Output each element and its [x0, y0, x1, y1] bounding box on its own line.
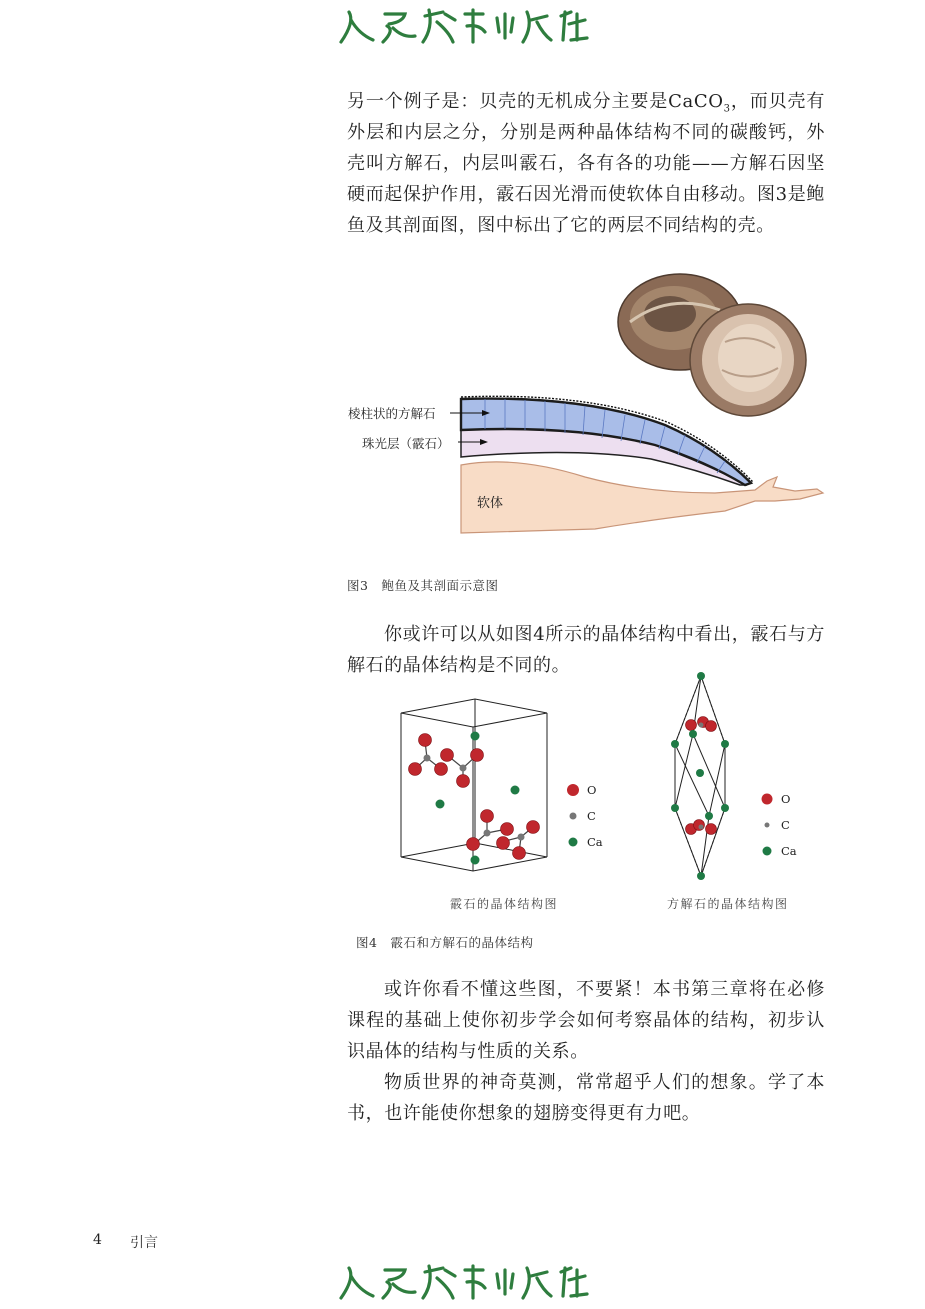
paragraph-closing: 物质世界的神奇莫测，常常超乎人们的想象。学了本书，也许能使你想象的翅膀变得更有力吧。: [347, 1072, 825, 1124]
abalone-shell-illustration: [610, 262, 810, 422]
calcite-structure-caption: 方解石的晶体结构图: [667, 897, 789, 911]
publisher-logo-image: [333, 2, 593, 52]
label-soft-body: 软体: [477, 496, 504, 511]
label-prismatic-calcite: 棱柱状的方解石: [348, 406, 436, 421]
paragraph-shell-composition: [347, 86, 825, 241]
chapter-name: 引言: [130, 1235, 158, 1251]
paragraph-chapter-preview: 或许你看不懂这些图，不要紧！本书第三章将在必修课程的基础上使你初步学会如何考察晶体的结构，初步认识晶体的结构与性质的关系。: [347, 979, 825, 1062]
paragraph-crystal-difference: 你或许可以从如图4所示的晶体结构中看出，霰石与方解石的晶体结构是不同的。: [347, 624, 825, 676]
paragraph-text: ，而贝壳有外层和内层之分，分别是两种晶体结构不同的碳酸钙，外壳叫方解石，内层叫霰石，各有各的功能——方解石因坚硬而起保护作用，霰石因光滑而使软体自由移动。图3是鲍鱼及其剖面图，图中标出了它的两层不同结构的壳。: [347, 91, 825, 236]
legend-oxygen: O: [587, 783, 597, 797]
legend-carbon: C: [781, 818, 790, 832]
page-number: 4: [93, 1232, 102, 1248]
publisher-logo-top: [0, 2, 925, 52]
legend-carbon: C: [587, 809, 596, 823]
calcite-legend-markers: [760, 791, 776, 861]
publisher-logo-bottom: [0, 1258, 925, 1308]
soft-body-shape: [461, 462, 823, 533]
figure4-caption: 图4 霰石和方解石的晶体结构: [356, 935, 534, 950]
calcite-crystal-structure: [665, 670, 737, 882]
legend-calcium: Ca: [781, 844, 797, 858]
label-nacre-aragonite: 珠光层（霰石）: [362, 436, 450, 451]
legend-oxygen: O: [781, 792, 791, 806]
paragraph-text: 另一个例子是：贝壳的无机成分主要是CaCO: [347, 91, 724, 112]
label-arrows: [446, 404, 496, 448]
figure3-caption: 图3 鲍鱼及其剖面示意图: [347, 578, 499, 593]
aragonite-legend-markers: [566, 782, 582, 852]
legend-calcium: Ca: [587, 835, 603, 849]
publisher-logo-image: [333, 1258, 593, 1308]
aragonite-crystal-structure: [395, 695, 555, 875]
subscript: 3: [723, 103, 731, 115]
aragonite-structure-caption: 霰石的晶体结构图: [450, 897, 559, 911]
